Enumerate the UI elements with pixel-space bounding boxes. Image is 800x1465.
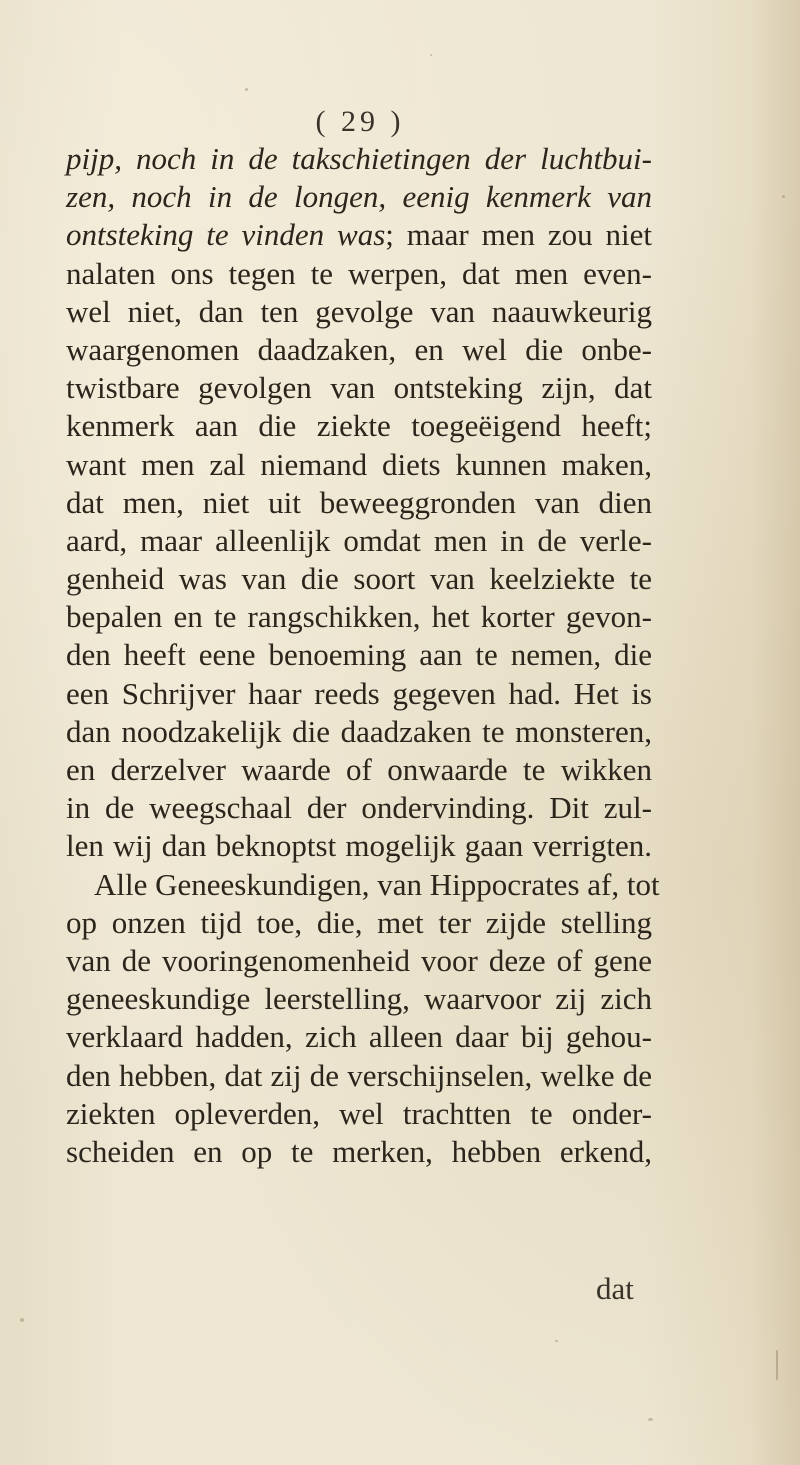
text-line [66, 178, 652, 216]
paragraph-start-line: Alle Geneeskundigen, van Hippocrates af, tot [94, 866, 660, 902]
italic-text: pijp, noch in de takschietingen der luchtbui- [66, 141, 652, 176]
text-line: want men zal niemand diets kunnen maken, [66, 446, 652, 482]
text-line: wel niet, dan ten gevolge van naauwkeurig [66, 293, 652, 329]
text-line: dan noodzakelijk die daadzaken te monsteren, [66, 713, 652, 749]
text-line: aard, maar alleenlijk omdat men in de verle- [66, 522, 652, 558]
italic-text: ontsteking te vinden was [66, 217, 386, 253]
text-line: en derzelver waarde of onwaarde te wikken [66, 752, 652, 787]
page-number: ( 29 ) [315, 105, 405, 138]
paper-speck [776, 1350, 778, 1380]
text-line [66, 140, 652, 178]
catchword: dat [596, 1271, 634, 1306]
paper-speck [430, 54, 432, 56]
text-line: twistbare gevolgen van ontsteking zijn, dat [66, 370, 652, 406]
page-edge-shadow [750, 0, 800, 1465]
paper-speck [555, 1340, 558, 1342]
text-line: scheiden en op te merken, hebben erkend, [66, 1133, 652, 1169]
text-line: een Schrijver haar reeds gegeven had. Het is [66, 675, 652, 711]
paper-speck [20, 1318, 24, 1322]
paper-speck [245, 88, 248, 91]
text-line: dat men, niet uit beweeggronden van dien [66, 484, 652, 520]
text-line: genheid was van die soort van keelziekte te [66, 561, 652, 597]
italic-text: zen, noch in de longen, eenig kenmerk van [66, 179, 652, 215]
paper-speck [782, 195, 785, 198]
paper-speck [648, 1418, 653, 1421]
body-text [66, 140, 660, 1171]
text-line: van de vooringenomenheid voor deze of gene [66, 942, 652, 978]
text-line: ziekten opleverden, wel trachtten te onder- [66, 1095, 652, 1131]
text-line: waargenomen daadzaken, en wel die onbe- [66, 331, 652, 367]
text-line: len wij dan beknoptst mogelijk gaan verrigten. [66, 828, 652, 864]
text-line: in de weegschaal der ondervinding. Dit zul- [66, 790, 652, 826]
text-line [66, 216, 652, 254]
roman-text: ; maar men zou niet [385, 217, 652, 253]
text-line: den hebben, dat zij de verschijnselen, welke de [66, 1057, 652, 1093]
text-line: bepalen en te rangschikken, het korter gevon- [66, 599, 652, 635]
text-line: kenmerk aan die ziekte toegeëigend heeft; [66, 408, 652, 444]
text-line: verklaard hadden, zich alleen daar bij gehou- [66, 1019, 652, 1055]
text-line: geneeskundige leerstelling, waarvoor zij zich [66, 981, 652, 1017]
text-line: op onzen tijd toe, die, met ter zijde stelling [66, 904, 652, 940]
text-line: den heeft eene benoeming aan te nemen, die [66, 637, 652, 673]
text-line: nalaten ons tegen te werpen, dat men even- [66, 255, 652, 291]
